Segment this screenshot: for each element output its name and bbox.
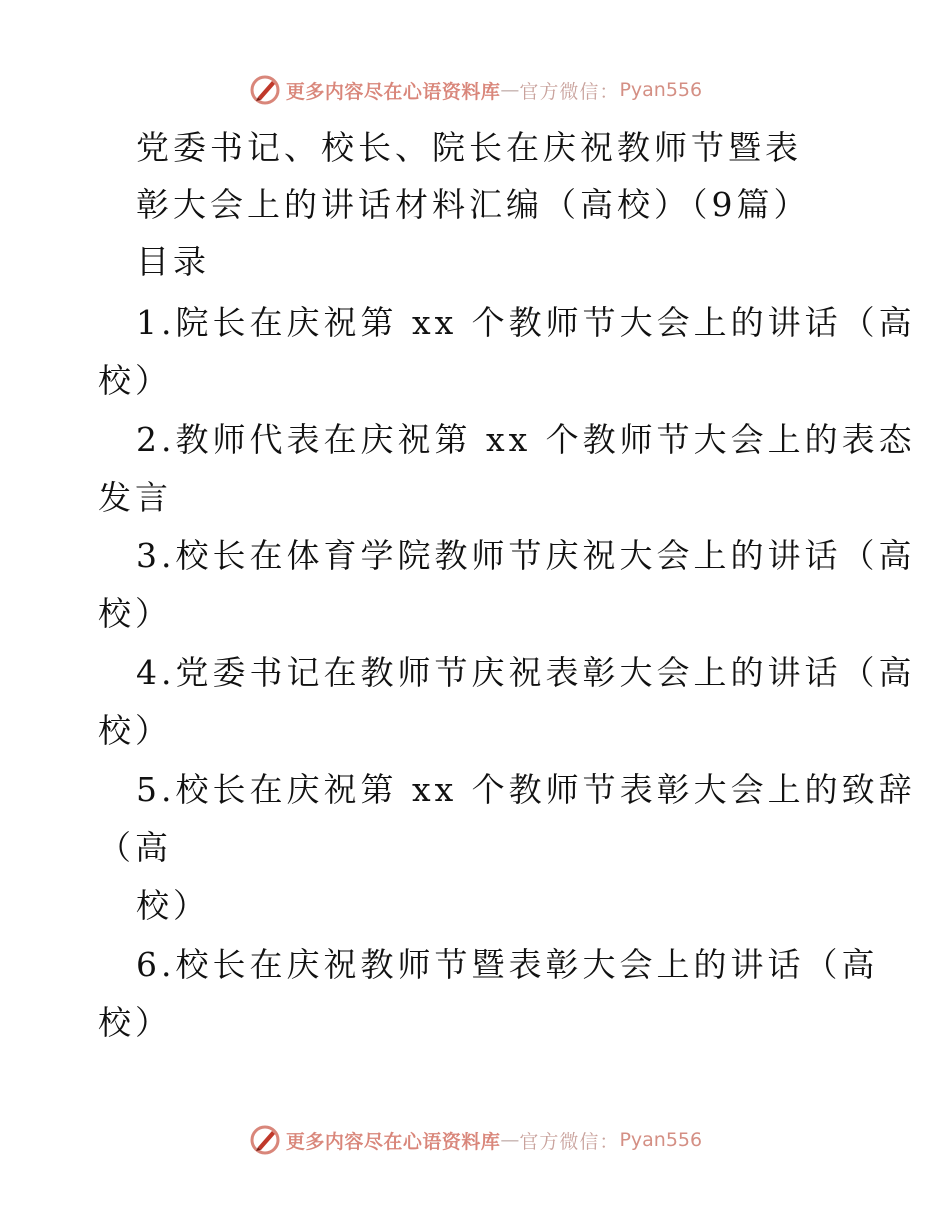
toc-item-2: 2.教师代表在庆祝第 xx 个教师节大会上的表态 xyxy=(136,420,916,459)
toc-item-2-cont: 发言 xyxy=(98,478,172,517)
toc-item-5-cont: （高 xyxy=(98,828,172,867)
toc-item-4-cont: 校） xyxy=(98,711,172,750)
watermark-wechat-id: Pyan556 xyxy=(619,79,703,101)
doc-title-line2: 彰大会上的讲话材料汇编（高校）（9篇） xyxy=(136,185,811,224)
watermark-wechat-label: 官方微信： xyxy=(519,80,620,103)
toc-item-5-cont2: 校） xyxy=(136,886,210,925)
toc-item-3-cont: 校） xyxy=(98,594,172,633)
pen-logo-icon xyxy=(248,73,282,107)
toc-item-5: 5.校长在庆祝第 xx 个教师节表彰大会上的致辞 xyxy=(136,770,916,809)
pen-logo-icon xyxy=(248,1123,282,1157)
toc-item-4: 4.党委书记在教师节庆祝表彰大会上的讲话（高 xyxy=(136,653,916,692)
footer-watermark xyxy=(0,1120,950,1160)
watermark-wechat-id: Pyan556 xyxy=(619,1129,703,1151)
doc-title-line1: 党委书记、校长、院长在庆祝教师节暨表 xyxy=(136,128,802,167)
watermark-separator: — xyxy=(500,1129,520,1151)
watermark-main-text: 更多内容尽在心语资料库 xyxy=(285,80,501,103)
toc-item-3: 3.校长在体育学院教师节庆祝大会上的讲话（高 xyxy=(136,536,916,575)
watermark-wechat-label: 官方微信： xyxy=(519,1130,620,1153)
toc-heading: 目录 xyxy=(136,242,210,281)
header-watermark xyxy=(0,70,950,110)
toc-item-6-cont: 校） xyxy=(98,1003,172,1042)
toc-item-1-cont: 校） xyxy=(98,361,172,400)
toc-item-1: 1.院长在庆祝第 xx 个教师节大会上的讲话（高 xyxy=(136,303,916,342)
watermark-separator: — xyxy=(500,79,520,101)
toc-item-6: 6.校长在庆祝教师节暨表彰大会上的讲话（高 xyxy=(136,945,879,984)
watermark-main-text: 更多内容尽在心语资料库 xyxy=(285,1130,501,1153)
